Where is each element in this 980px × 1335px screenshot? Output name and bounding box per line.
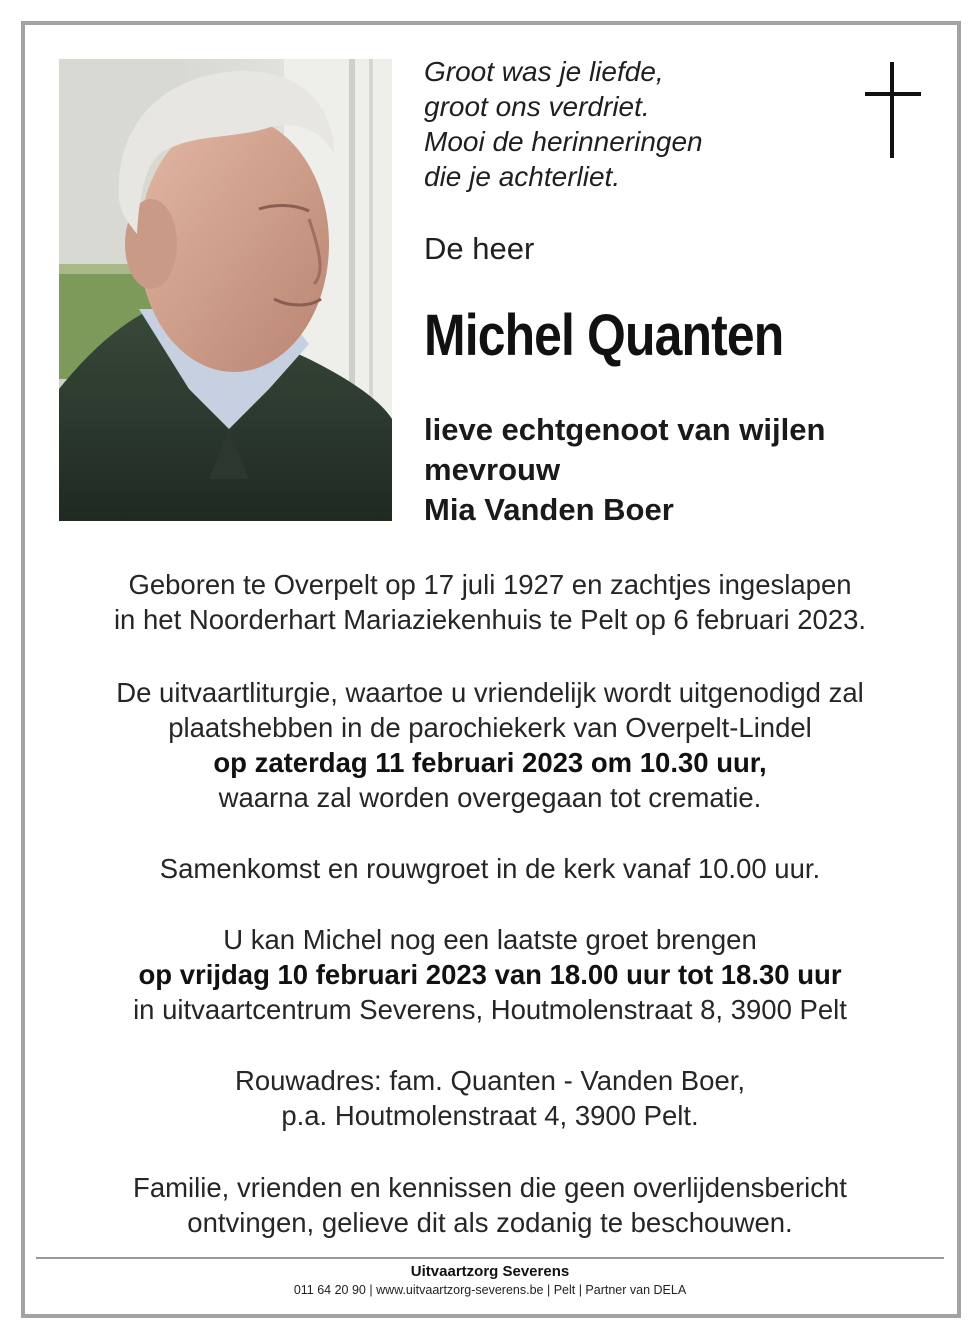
- farewell-paragraph: [30, 922, 950, 1027]
- funeral-datetime: op zaterdag 11 februari 2023 om 10.30 uur,: [213, 747, 767, 778]
- text-line: waarna zal worden overgegaan tot crematie.: [218, 782, 762, 813]
- farewell-datetime: op vrijdag 10 februari 2023 van 18.00 uur tot 18.30 uur: [138, 959, 842, 990]
- portrait-photo: [59, 59, 392, 521]
- footer-divider: [36, 1257, 944, 1259]
- funeral-paragraph: [30, 675, 950, 815]
- gathering-paragraph: [30, 851, 950, 886]
- poem: [424, 54, 703, 194]
- text-line: Geboren te Overpelt op 17 juli 1927 en zachtjes ingeslapen: [128, 569, 852, 600]
- footer-title: Uitvaartzorg Severens: [410, 1263, 570, 1280]
- text-line: De uitvaartliturgie, waartoe u vriendelijk wordt uitgenodigd zal: [116, 677, 864, 708]
- text-line: in uitvaartcentrum Severens, Houtmolenstraat 8, 3900 Pelt: [133, 994, 847, 1025]
- latin-cross-icon: [865, 62, 921, 158]
- text-line: Rouwadres: fam. Quanten - Vanden Boer,: [234, 1065, 746, 1096]
- spouse-line: lieve echtgenoot van wijlen: [424, 412, 826, 447]
- poem-line: Mooi de herinneringen: [424, 126, 703, 157]
- text-line: Familie, vrienden en kennissen die geen overlijdensbericht: [133, 1172, 847, 1203]
- text-line: p.a. Houtmolenstraat 4, 3900 Pelt.: [281, 1100, 699, 1131]
- text-line: Samenkomst en rouwgroet in de kerk vanaf 10.00 uur.: [159, 853, 821, 884]
- poem-line: groot ons verdriet.: [424, 91, 650, 122]
- text-line: U kan Michel nog een laatste groet brengen: [223, 924, 757, 955]
- text-line: plaatshebben in de parochiekerk van Overpelt-Lindel: [168, 712, 812, 743]
- spouse-line: mevrouw: [424, 452, 561, 487]
- address-paragraph: [30, 1063, 950, 1133]
- spouse-name: Mia Vanden Boer: [424, 492, 674, 527]
- text-line: in het Noorderhart Mariaziekenhuis te Pelt op 6 februari 2023.: [113, 604, 867, 635]
- text-line: ontvingen, gelieve dit als zodanig te beschouwen.: [187, 1207, 793, 1238]
- deceased-name: Michel Quanten: [424, 303, 784, 368]
- spouse-info: [424, 410, 825, 530]
- honorific: De heer: [424, 231, 535, 266]
- poem-line: Groot was je liefde,: [424, 56, 664, 87]
- notice-paragraph: [30, 1170, 950, 1240]
- footer-contact: 011 64 20 90 | www.uitvaartzorg-severens.be | Pelt | Partner van DELA: [293, 1283, 687, 1297]
- poem-line: die je achterliet.: [424, 161, 621, 192]
- birth-paragraph: [30, 567, 950, 637]
